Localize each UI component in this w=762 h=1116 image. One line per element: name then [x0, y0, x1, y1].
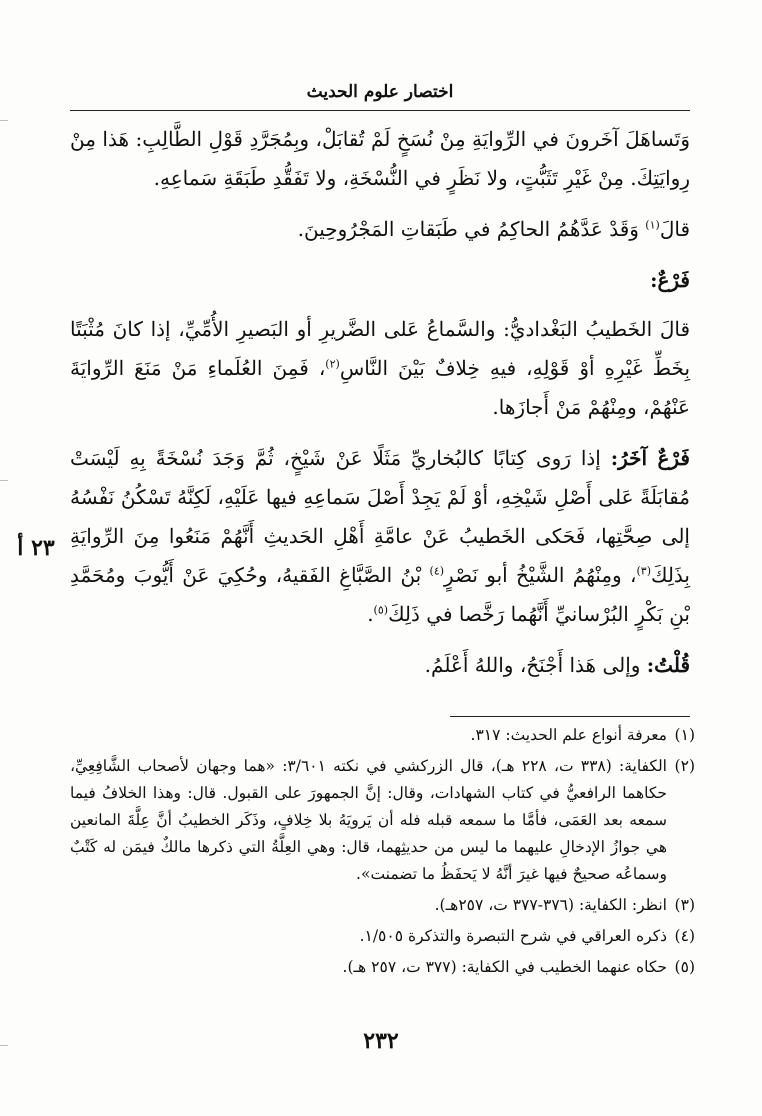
footnote-3: [70, 892, 695, 919]
footnote-text: انظر: الكفاية: (٣٧٦-٣٧٧ ت، ٢٥٧هـ).: [434, 896, 667, 914]
scan-edge-mark: [0, 1045, 8, 1046]
manuscript-folio-mark: ٢٣ أ: [17, 535, 55, 561]
section-heading-qultu: قُلْتُ:: [646, 653, 690, 677]
paragraph-3: [70, 310, 690, 427]
paragraph-5: [70, 646, 690, 685]
paragraph-3-start: قالَ الخَطيبُ البَغْداديُّ: والسَّماعُ عَلى الضَّريرِ أو البَصيرِ الأُمِّيِّ، إذا كانَ مُثْبَتًا بِخَطِّ غَيْرِهِ أوْ قَوْلِهِ، فيهِ خِلافٌ بَيْنَ النَّاسِ: [70, 317, 691, 380]
footnote-text: ذكره العراقي في شرح التبصرة والتذكرة ١/٥٠٥.: [359, 927, 667, 945]
footnote-1: [70, 722, 695, 749]
paragraph-4-part-a: إذا رَوى كِتابًا كالبُخاريِّ مَثَلًا عَنْ شَيْخٍ، ثُمَّ وَجَدَ نُسْخَةً بِهِ لَيْسَتْ مُقابَلَةً عَلى أَصْلِ شَيْخِهِ، أوْ لَمْ يَجِدْ أَصْلَ سَماعِهِ فيها عَلَيْهِ، لَكِنَّهُ تَسْكُنُ نَفْسُهُ إلى صِحَّتِها، فَحَكى الخَطيبُ عَنْ عامَّةِ أَهْلِ الحَديثِ أَنَّهُمْ مَنَعُوا مِنَ الرِّوايَةِ بِذَلِكَ: [70, 446, 690, 587]
paragraph-4-part-b: ، ومِنْهُمُ الشَّيْخُ أبو نَصْرٍ: [444, 563, 637, 587]
footnote-separator: [450, 716, 690, 717]
paragraph-2-start: قالَ: [659, 217, 690, 241]
footnote-text: معرفة أنواع علم الحديث: ٣١٧.: [470, 726, 667, 744]
footnote-2: [70, 753, 695, 888]
footnote-ref-1[interactable]: (١): [645, 218, 660, 232]
footnote-number: (١): [674, 726, 695, 744]
footnote-number: (٤): [674, 927, 695, 945]
footnote-text: حكاه عنهما الخطيب في الكفاية: (٣٧٧ ت، ٢٥٧ هـ).: [342, 958, 667, 976]
footnotes: [70, 722, 695, 985]
running-header: اختصار علوم الحديث: [306, 82, 454, 102]
footnote-ref-3[interactable]: (٣): [636, 564, 651, 578]
paragraph-3-end: ، فَمِنَ العُلَماءِ مَنْ مَنَعَ الرِّوايَةَ عَنْهُمْ، ومِنْهُمْ مَنْ أَجازَها.: [70, 356, 690, 419]
paragraph-4: [70, 439, 690, 634]
footnote-number: (٢): [674, 757, 695, 775]
section-heading-far: فَرْعٌ:: [650, 268, 690, 292]
paragraph-4-end: .: [367, 602, 374, 626]
footnote-ref-2[interactable]: (٢): [325, 357, 340, 371]
main-text: [70, 120, 690, 697]
paragraph-4-part-c: بْنُ الصَّبَّاغِ الفَقيهُ، وحُكِيَ عَنْ أَيُّوبَ ومُحَمَّدِ بْنِ بَكْرٍ البُرْسانيِّ أَنَّهُما رَخَّصا في ذَلِكَ: [70, 563, 690, 626]
paragraph-2-end: وَقَدْ عَدَّهُمُ الحاكِمُ في طَبَقاتِ المَجْرُوحِينَ.: [297, 217, 646, 241]
footnote-5: [70, 954, 695, 981]
page-number: ٢٣٢: [363, 1028, 399, 1054]
footnote-number: (٥): [674, 958, 695, 976]
footnote-4: [70, 923, 695, 950]
paragraph-1: وَتَساهَلَ آخَرونَ في الرِّوايَةِ مِنْ نُسَخٍ لَمْ تُقابَلْ، وبِمُجَرَّدِ قَوْلِ الطَّالِبِ: هَذا مِنْ رِوايَتِكَ. مِنْ غَيْرِ تَثَبُّتٍ، ولا نَظَرٍ في النُّسْخَةِ، ولا تَفَقُّدِ طَبَقَةِ سَماعِهِ.: [70, 127, 690, 190]
scan-edge-mark: [0, 480, 8, 481]
paragraph-2: [70, 210, 690, 249]
paragraph-5-text: وإلى هَذا أَجْنَحُ، واللهُ أَعْلَمُ.: [424, 653, 647, 677]
header-rule: [70, 110, 690, 111]
section-heading-far-akhar: فَرْعٌ آخَرُ:: [610, 446, 690, 470]
scan-edge-mark: [0, 120, 8, 121]
footnote-ref-5[interactable]: (٥): [373, 603, 389, 617]
footnote-text: الكفاية: (٣٣٨ ت، ٢٢٨ هـ)، قال الزركشي في نكته ٣/٦٠١: «هما وجهان لأصحاب الشَّافِعِيِّ، حكاهما الرافعيُّ في كتاب الشهادات، وقال: إنَّ الجمهورَ على القبول. قال: وهذا الخلافُ فيما سمعه بعد العَمَى، فأمَّا ما سمعه قبله فله أن يَرويَهُ بلا خِلافٍ، وذَكَر الخطيبُ أنَّ عِلَّةَ المانعين هي جوازُ الإدخالِ عليهما ما ليس من حديثِهما، قال: وهي العِلَّةُ التي ذكرها مالكٌ فيمَن له كَتْبٌ وسماعُه صحيحٌ فيها غيرَ أنَّهُ لا يَحفَظُ ما تضمنت».: [70, 757, 667, 883]
footnote-number: (٣): [674, 896, 695, 914]
footnote-ref-4[interactable]: (٤): [429, 564, 445, 578]
